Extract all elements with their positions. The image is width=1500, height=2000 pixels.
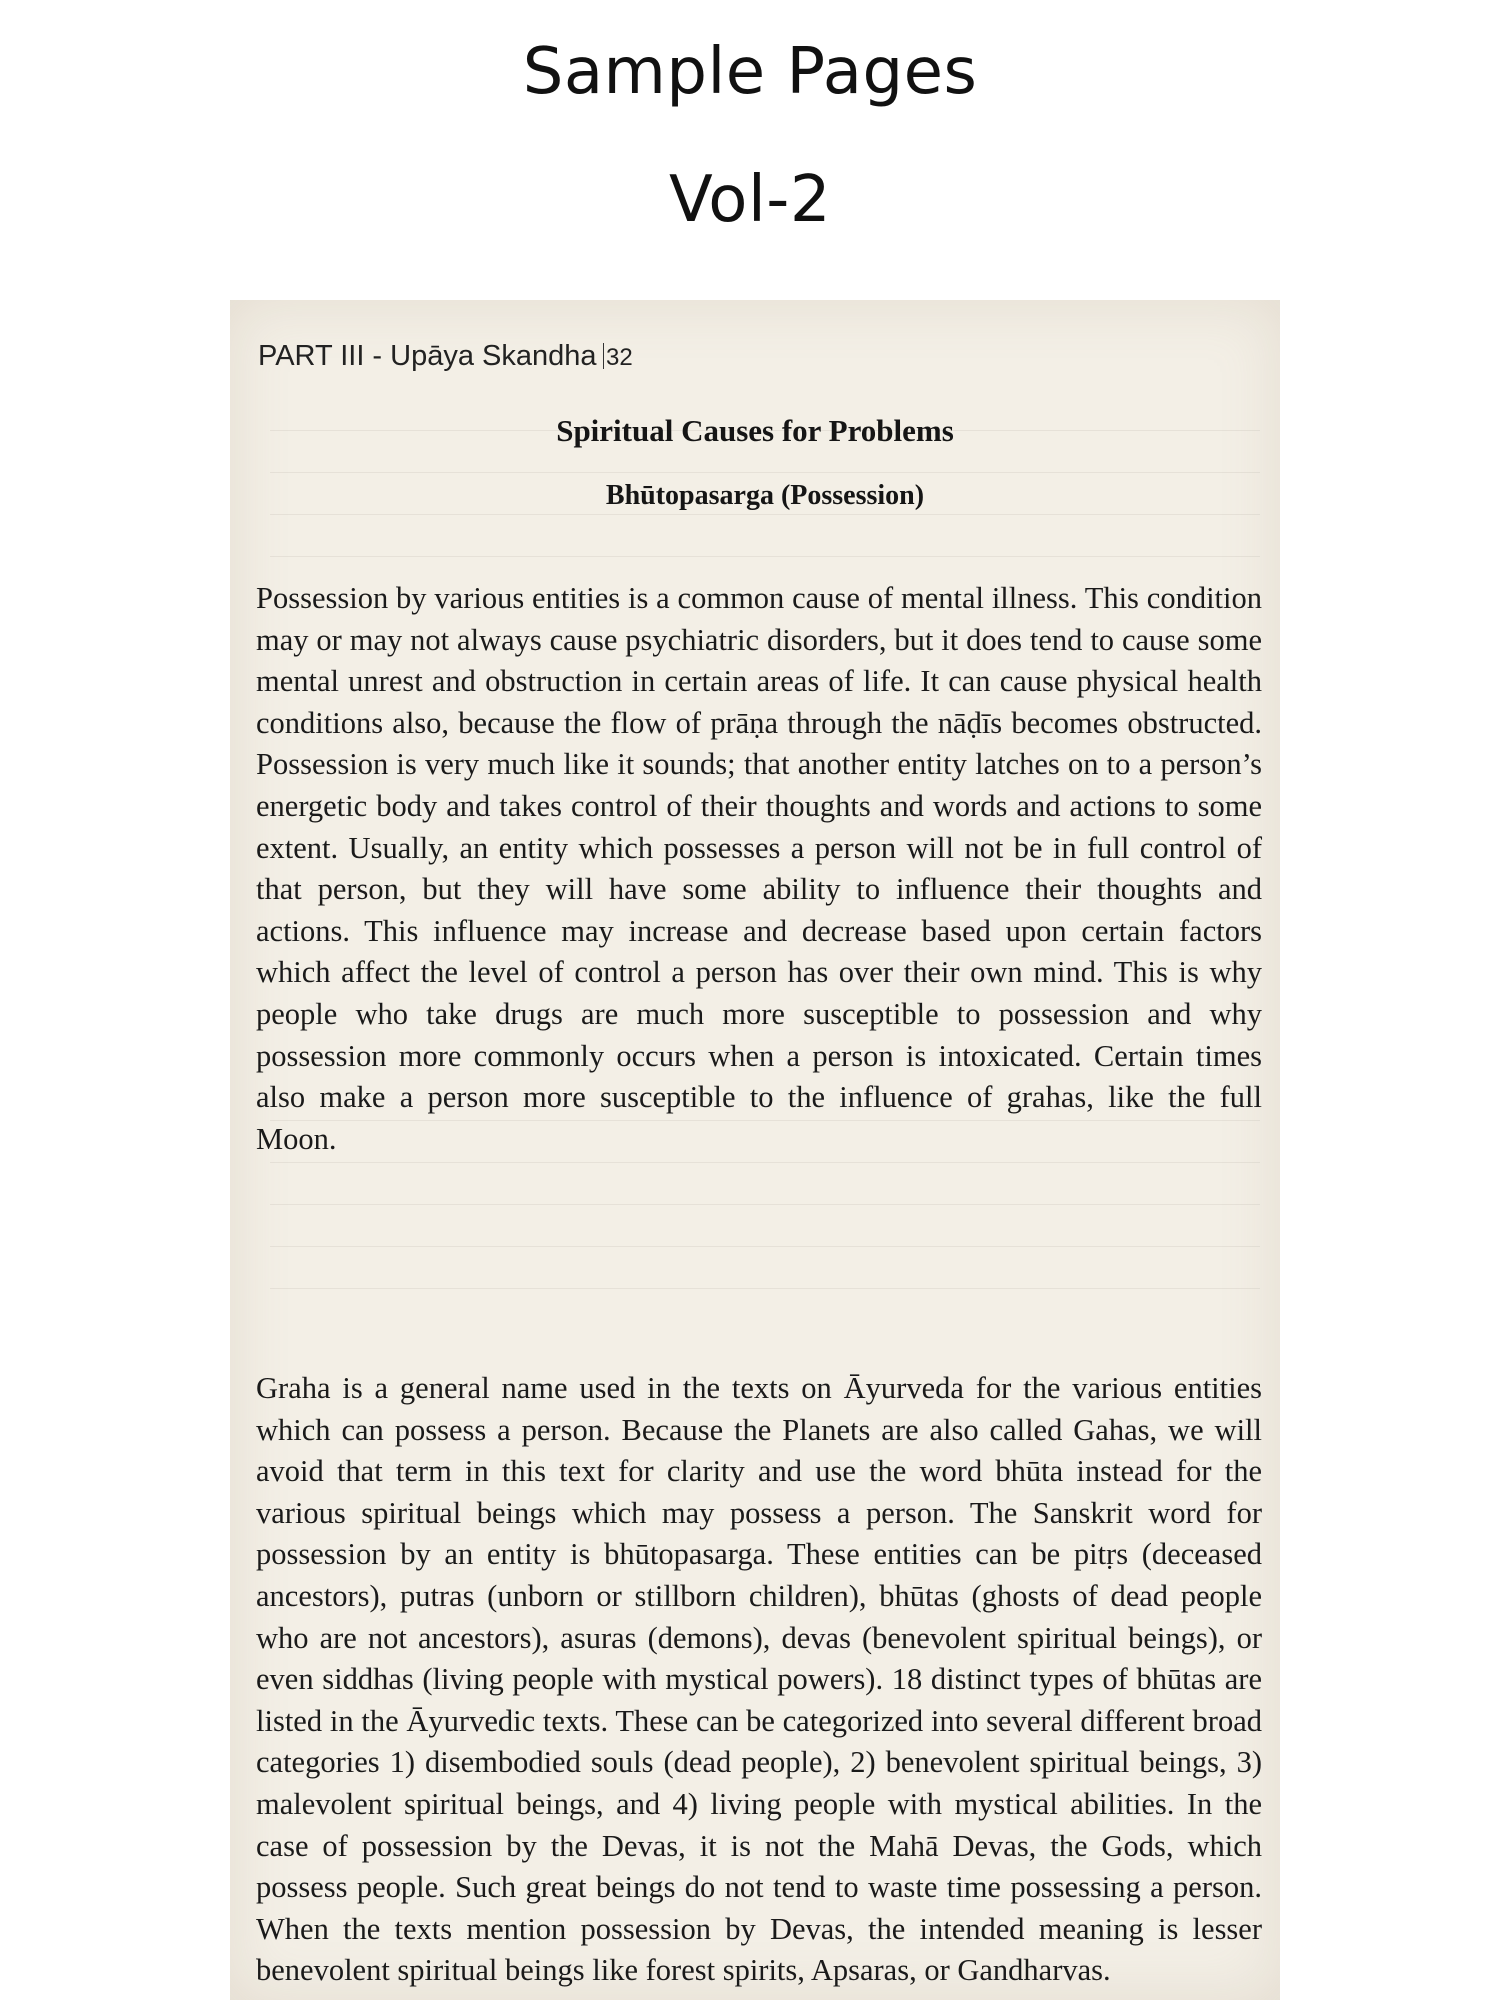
section-subtitle: Bhūtopasarga (Possession) (605, 480, 925, 511)
section-title: Spiritual Causes for Problems (556, 413, 954, 448)
caption-volume: Vol-2 (668, 163, 832, 237)
page-number: 32 (606, 344, 633, 371)
body-paragraph: Possession by various entities is a common cause of mental illness. This condition may or may not always cause psychiatric disorders, but it does tend to cause some mental unrest and obstruction in certain areas of life. It can cause physical health conditions also, because the flow of prāṇa through the nāḍīs becomes obstructed. Possession is very much like it sounds; that another entity latches on to a person’s energetic body and takes control of their thoughts and words and actions to some extent. Usually, an entity which possesses a person will not be in full control of that person, but they will have some ability to influence their thoughts and actions. This influence may increase and decrease based upon certain factors which affect the level of control a person has over their own mind. This is why people who take drugs are much more susceptible to possession and why possession more commonly occurs when a person is intoxicated. Certain times also make a person more susceptible to the influence of grahas, like the full Moon. (256, 581, 1262, 1156)
scanned-book-page (230, 300, 1280, 2000)
caption-sample-pages: Sample Pages (522, 35, 978, 109)
body-paragraph: Graha is a general name used in the texts on Āyurveda for the various entities which can possess a person. Because the Planets are also called Gahas, we will avoid that term in this text for clarity and use the word bhūta instead for the various spiritual beings which may possess a person. The Sanskrit word for possession by an entity is bhūtopasarga. These entities can be pitṛs (deceased ancestors), putras (unborn or stillborn children), bhūtas (ghosts of dead people who are not ancestors), asuras (demons), devas (benevolent spiritual beings), or even siddhas (living people with mystical powers). 18 distinct types of bhūtas are listed in the Āyurvedic texts. These can be categorized into several different broad categories 1) disembodied souls (dead people), 2) benevolent spiritual beings, 3) malevolent spiritual beings, and 4) living people with mystical abilities. In the case of possession by the Devas, it is not the Mahā Devas, the Gods, which possess people. Such great beings do not tend to waste time possessing a person. When the texts mention possession by Devas, the intended meaning is lesser benevolent spiritual beings like forest spirits, Apsaras, or Gandharvas. (256, 1371, 1262, 1988)
running-head-divider (603, 343, 605, 369)
running-head-title: PART III - Upāya Skandha (258, 340, 597, 372)
running-head (258, 340, 633, 373)
